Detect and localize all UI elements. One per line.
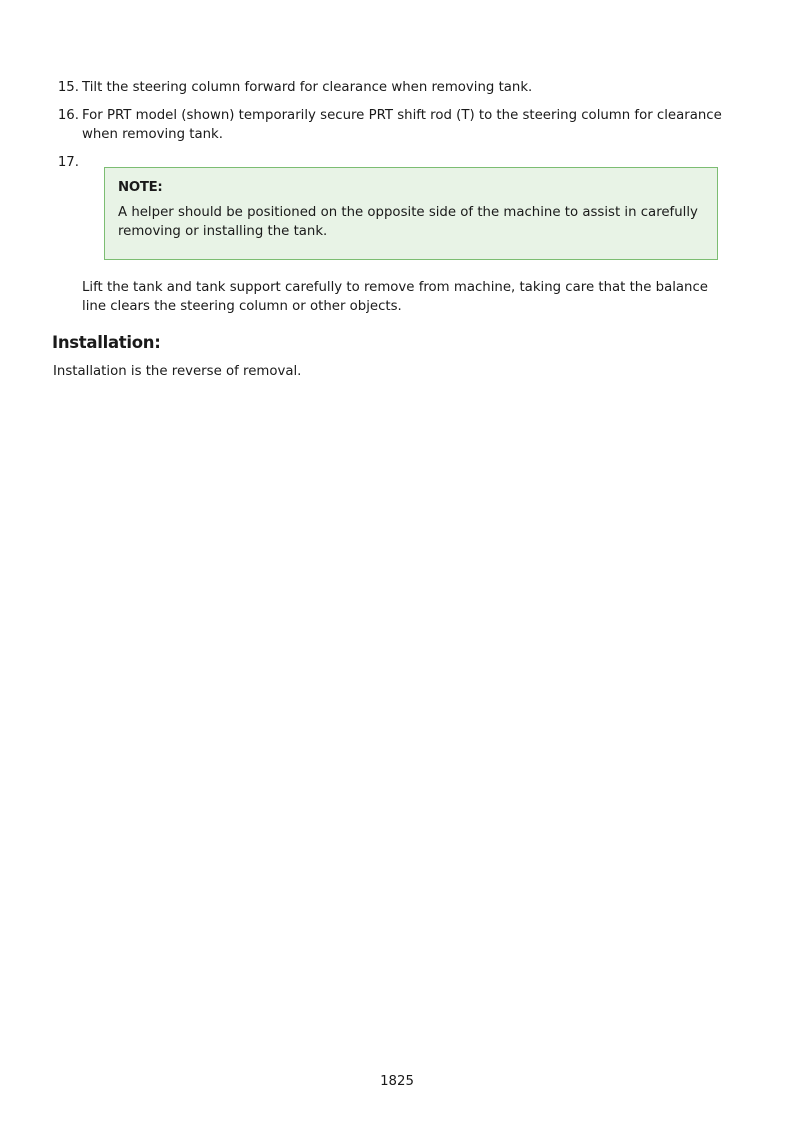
installation-body: Installation is the reverse of removal. — [53, 364, 302, 379]
step-text: Tilt the steering column forward for clearance when removing tank. — [82, 80, 533, 95]
step-17-text: Lift the tank and tank support carefully to remove from machine, taking care that the balance line clears the steering column or other objects. — [82, 280, 708, 314]
note-box — [104, 167, 718, 260]
note-title: NOTE: — [118, 180, 163, 195]
note-text: A helper should be positioned on the opposite side of the machine to assist in carefully removing or installing the tank. — [118, 205, 698, 239]
step-number: 15. — [57, 80, 79, 95]
step-number: 16. — [57, 108, 79, 123]
installation-heading: Installation: — [52, 333, 161, 352]
step-text: For PRT model (shown) temporarily secure PRT shift rod (T) to the steering column for clearance when removing tank. — [82, 108, 722, 142]
page-number: 1825 — [380, 1074, 414, 1089]
step-number: 17. — [57, 155, 79, 170]
